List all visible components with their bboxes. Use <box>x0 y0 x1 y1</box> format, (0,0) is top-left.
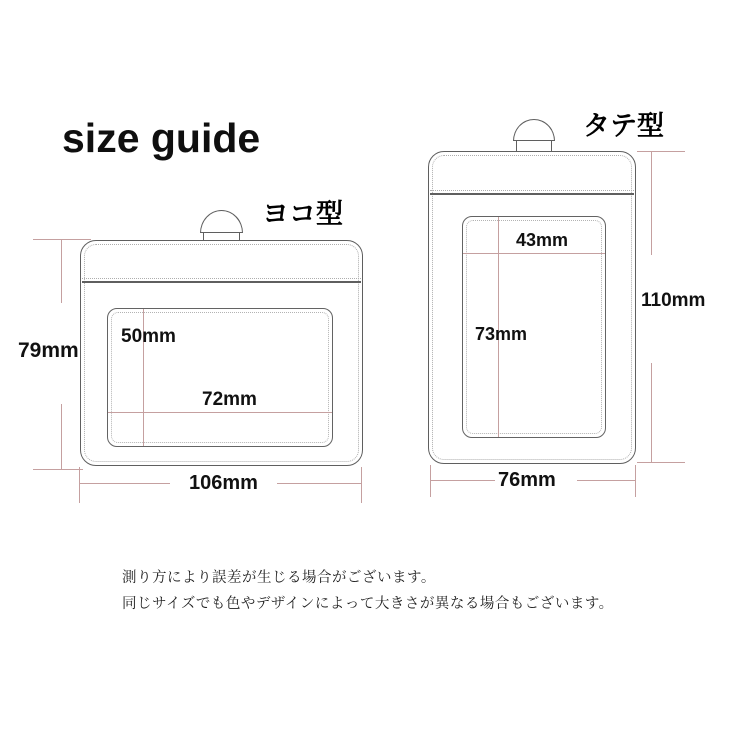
flap-seam <box>82 281 361 283</box>
outer-height-label: 110mm <box>641 290 706 311</box>
outer-width-label: 106mm <box>189 472 258 494</box>
width-dimension-line-left <box>80 483 170 484</box>
type-label-yoko: ヨコ型 <box>262 199 343 229</box>
height-dimension-line-upper <box>651 151 652 255</box>
dimension-extension-line <box>33 469 83 470</box>
page-title: size guide <box>62 115 261 161</box>
dimension-extension-line <box>635 465 636 497</box>
strap-clip-dome <box>513 119 555 141</box>
window-width-label: 43mm <box>516 230 569 250</box>
disclaimer-notes <box>122 565 614 617</box>
note-line: 同じサイズでも色やデザインによって大きさが異なる場合もございます。 <box>122 596 614 612</box>
type-label-tate: タテ型 <box>583 111 664 141</box>
window-width-measure-line <box>108 412 332 413</box>
note-line: 測り方により誤差が生じる場合がございます。 <box>122 570 436 586</box>
height-dimension-line-upper <box>61 239 62 303</box>
outer-height-label: 79mm <box>18 339 79 362</box>
height-dimension-line-lower <box>651 363 652 463</box>
flap-seam-stitch <box>430 190 634 191</box>
window-width-measure-line <box>463 253 605 254</box>
strap-clip-dome <box>200 210 243 233</box>
dimension-extension-line <box>430 465 431 497</box>
dimension-extension-line <box>361 467 362 503</box>
width-dimension-line-left <box>431 480 495 481</box>
width-dimension-line-right <box>577 480 635 481</box>
dimension-extension-line <box>79 467 80 503</box>
window-width-label: 72mm <box>202 389 257 410</box>
dimension-extension-line <box>637 462 685 463</box>
width-dimension-line-right <box>277 483 362 484</box>
flap-seam-stitch <box>82 278 361 279</box>
dimension-extension-line <box>33 239 91 240</box>
flap-seam <box>430 193 634 195</box>
window-height-label: 73mm <box>475 324 528 344</box>
outer-width-label: 76mm <box>498 469 556 491</box>
strap-clip-neck <box>516 141 552 151</box>
window-height-label: 50mm <box>121 326 176 347</box>
height-dimension-line-lower <box>61 404 62 470</box>
dimension-extension-line <box>637 151 685 152</box>
